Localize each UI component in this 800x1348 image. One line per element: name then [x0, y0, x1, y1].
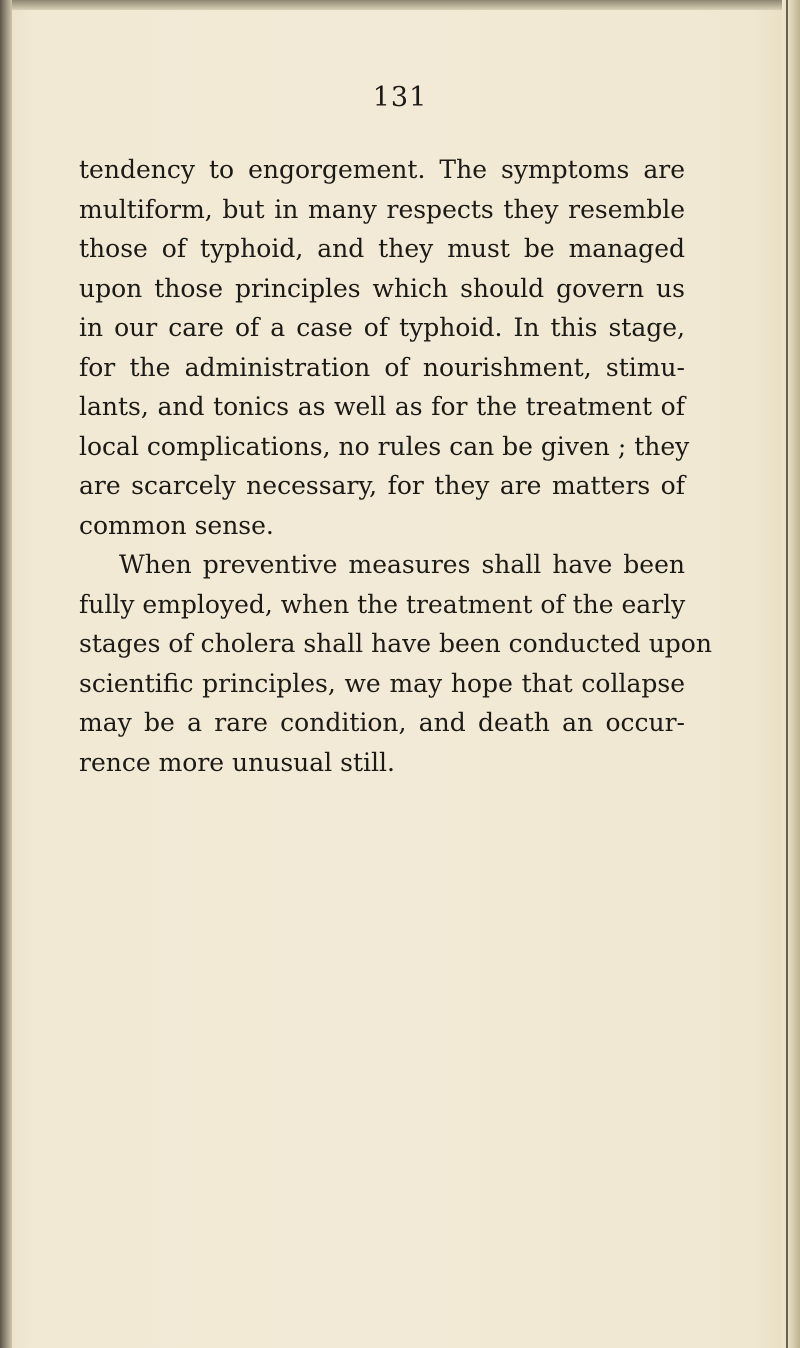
body-text — [79, 150, 712, 782]
text-line: may be a rare condition, and death an occur- — [79, 708, 685, 737]
text-line: upon those principles which should govern us — [79, 273, 685, 303]
page-right-edge — [782, 0, 800, 1348]
text-line: those of typhoid, and they must be managed — [79, 234, 685, 263]
text-line: local complications, no rules can be given ; they — [79, 431, 690, 461]
text-line: in our care of a case of typhoid. In this stage, — [79, 313, 685, 342]
page-top-edge — [0, 0, 800, 10]
page-binding-edge — [0, 0, 12, 1348]
page-edge-rule — [786, 0, 788, 1348]
text-line: lants, and tonics as well as for the treatment of — [79, 392, 685, 421]
text-line: scientific principles, we may hope that collapse — [79, 668, 685, 698]
text-line: tendency to engorgement. The symptoms are — [79, 155, 685, 184]
text-line: fully employed, when the treatment of the early — [79, 589, 686, 619]
text-line: stages of cholera shall have been conducted upon — [79, 629, 712, 658]
text-line: When preventive measures shall have been — [119, 550, 685, 579]
text-line: rence more unusual still. — [79, 747, 395, 777]
text-line: common sense. — [79, 510, 274, 540]
text-line: are scarcely necessary, for they are matters of — [79, 471, 685, 500]
text-line: for the administration of nourishment, stimu- — [79, 352, 685, 382]
page-number: 131 — [372, 82, 428, 113]
text-line: multiform, but in many respects they resemble — [79, 194, 685, 224]
